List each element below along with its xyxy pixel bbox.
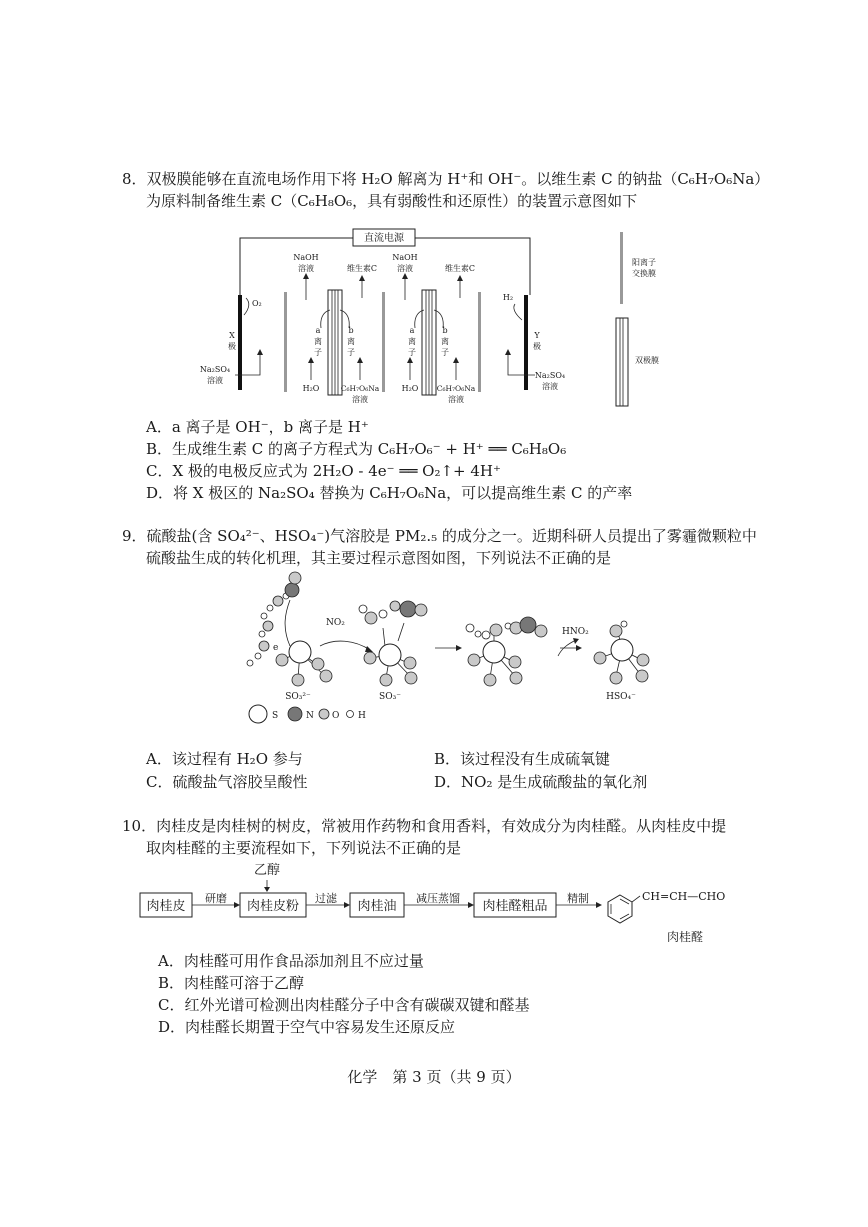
q9-option-a: A．该过程有 H₂O 参与 <box>146 750 303 768</box>
svg-text:研磨: 研磨 <box>205 892 227 905</box>
svg-text:离: 离 <box>408 337 416 346</box>
svg-text:H₂O: H₂O <box>401 384 419 393</box>
atom-legend <box>249 705 366 723</box>
svg-text:极: 极 <box>228 342 236 351</box>
svg-text:O: O <box>332 711 340 721</box>
svg-text:X: X <box>229 331 235 340</box>
y-electrode <box>524 295 528 390</box>
svg-text:H: H <box>358 711 366 721</box>
svg-text:肉桂皮粉: 肉桂皮粉 <box>246 899 300 914</box>
q8-option-a: A．a 离子是 OH⁻，b 离子是 H⁺ <box>146 418 369 436</box>
q9-option-d: D．NO₂ 是生成硫酸盐的氧化剂 <box>434 773 648 791</box>
svg-text:肉桂皮: 肉桂皮 <box>146 899 186 914</box>
intermediate <box>466 617 547 686</box>
svg-text:子: 子 <box>347 348 355 357</box>
cation-membrane-3 <box>478 292 481 392</box>
svg-text:溶液: 溶液 <box>397 264 413 273</box>
svg-text:子: 子 <box>408 348 416 357</box>
svg-text:b: b <box>442 326 448 335</box>
bipolar-membrane-1 <box>328 290 342 395</box>
product-label: 肉桂醛 <box>666 930 704 944</box>
legend-cation-membrane <box>620 232 623 304</box>
svg-text:子: 子 <box>314 348 322 357</box>
bipolar-membrane-2 <box>422 290 436 395</box>
q9-option-b: B．该过程没有生成硫氧键 <box>434 750 611 768</box>
svg-text:NO₂: NO₂ <box>326 618 345 628</box>
svg-text:过滤: 过滤 <box>315 892 337 905</box>
svg-text:减压蒸馏: 减压蒸馏 <box>416 892 460 905</box>
svg-text:HNO₂: HNO₂ <box>562 627 589 637</box>
svg-text:子: 子 <box>441 348 449 357</box>
no2-molecule-2 <box>390 601 427 617</box>
svg-text:HSO₄⁻: HSO₄⁻ <box>606 692 636 702</box>
q10-option-b: B．肉桂醛可溶于乙醇 <box>158 974 305 992</box>
q10-stem-line2: 取肉桂醛的主要流程如下，下列说法不正确的是 <box>146 839 462 857</box>
svg-text:C₆H₇O₆Na: C₆H₇O₆Na <box>340 384 380 393</box>
svg-text:肉桂醛粗品: 肉桂醛粗品 <box>482 899 548 914</box>
svg-text:极: 极 <box>533 342 541 351</box>
q8-stem-line1: 8．双极膜能够在直流电场作用下将 H₂O 解离为 H⁺和 OH⁻。以维生素 C 的钠盐（C₆H₇O₆Na） <box>122 170 770 188</box>
q10-option-a: A．肉桂醛可用作食品添加剂且不应过量 <box>158 952 424 970</box>
svg-text:C₆H₇O₆Na: C₆H₇O₆Na <box>436 384 476 393</box>
page-footer: 化学 第 3 页（共 9 页） <box>347 1068 521 1086</box>
no2-molecule <box>359 605 387 624</box>
x-electrode <box>238 295 242 390</box>
svg-text:溶液: 溶液 <box>448 395 464 404</box>
q10-option-d: D．肉桂醛长期置于空气中容易发生还原反应 <box>158 1018 456 1036</box>
svg-text:交换膜: 交换膜 <box>632 269 656 278</box>
svg-text:a: a <box>315 326 321 335</box>
q9-stem-line1: 9．硫酸盐(含 SO₄²⁻、HSO₄⁻)气溶胶是 PM₂.₅ 的成分之一。近期科研人员提出了雾霾微颗粒中 <box>122 527 757 545</box>
svg-text:Na₂SO₄: Na₂SO₄ <box>199 365 231 374</box>
svg-text:离: 离 <box>314 337 322 346</box>
extraction-flowchart <box>130 858 740 948</box>
svg-text:Na₂SO₄: Na₂SO₄ <box>534 371 566 380</box>
svg-text:溶液: 溶液 <box>298 264 314 273</box>
svg-text:SO₃⁻: SO₃⁻ <box>379 692 401 702</box>
svg-text:双极膜: 双极膜 <box>635 356 659 365</box>
svg-text:e: e <box>273 643 279 653</box>
q10-stem-line1: 10．肉桂皮是肉桂树的树皮，常被用作药物和食用香料，有效成分为肉桂醛。从肉桂皮中提 <box>122 817 727 835</box>
svg-text:S: S <box>272 711 279 721</box>
legend-bipolar-membrane <box>616 318 628 406</box>
svg-text:离: 离 <box>347 337 355 346</box>
svg-text:O₂: O₂ <box>252 299 262 308</box>
q9-stem-line2: 硫酸盐生成的转化机理，其主要过程示意图如图，下列说法不正确的是 <box>146 549 612 567</box>
hso4-ion <box>594 621 649 684</box>
svg-text:H₂O: H₂O <box>302 384 320 393</box>
cinnamaldehyde-chain: CH=CH—CHO <box>642 890 726 903</box>
svg-text:维生素C: 维生素C <box>444 264 476 273</box>
svg-text:N: N <box>306 711 314 721</box>
q8-stem-line2: 为原料制备维生素 C（C₆H₈O₆，具有弱酸性和还原性）的装置示意图如下 <box>146 192 638 210</box>
svg-text:阳离子: 阳离子 <box>632 258 656 267</box>
q10-option-c: C．红外光谱可检测出肉桂醛分子中含有碳碳双键和醛基 <box>158 996 530 1014</box>
electrodialysis-diagram <box>190 220 659 415</box>
svg-text:溶液: 溶液 <box>542 382 558 391</box>
svg-text:溶液: 溶液 <box>207 376 223 385</box>
svg-text:溶液: 溶液 <box>352 395 368 404</box>
q8-option-c: C．X 极的电极反应式为 2H₂O - 4e⁻ ══ O₂↑+ 4H⁺ <box>146 462 501 480</box>
svg-text:a: a <box>409 326 415 335</box>
flow-ethanol: 乙醇 <box>253 863 281 878</box>
so3-1-ion <box>364 644 417 686</box>
cation-membrane-1 <box>284 292 287 392</box>
svg-text:b: b <box>348 326 354 335</box>
svg-text:Y: Y <box>534 331 540 340</box>
svg-text:维生素C: 维生素C <box>346 264 378 273</box>
benzene-ring <box>608 895 640 923</box>
svg-text:NaOH: NaOH <box>392 253 418 262</box>
svg-text:SO₃²⁻: SO₃²⁻ <box>285 692 311 702</box>
svg-text:精制: 精制 <box>567 892 589 905</box>
svg-text:肉桂油: 肉桂油 <box>357 899 397 914</box>
svg-text:离: 离 <box>441 337 449 346</box>
svg-text:NaOH: NaOH <box>293 253 319 262</box>
q8-option-b: B．生成维生素 C 的离子方程式为 C₆H₇O₆⁻ + H⁺ ══ C₆H₈O₆ <box>146 440 567 458</box>
cation-membrane-2 <box>382 292 385 392</box>
q9-option-c: C．硫酸盐气溶胶呈酸性 <box>146 773 308 791</box>
power-supply-label: 直流电源 <box>364 233 404 244</box>
so3-2-ion <box>276 641 332 686</box>
svg-text:H₂: H₂ <box>502 293 514 302</box>
sulfate-mechanism-diagram <box>240 568 660 728</box>
q8-option-d: D．将 X 极区的 Na₂SO₄ 替换为 C₆H₇O₆Na，可以提高维生素 C 的产率 <box>146 484 633 502</box>
